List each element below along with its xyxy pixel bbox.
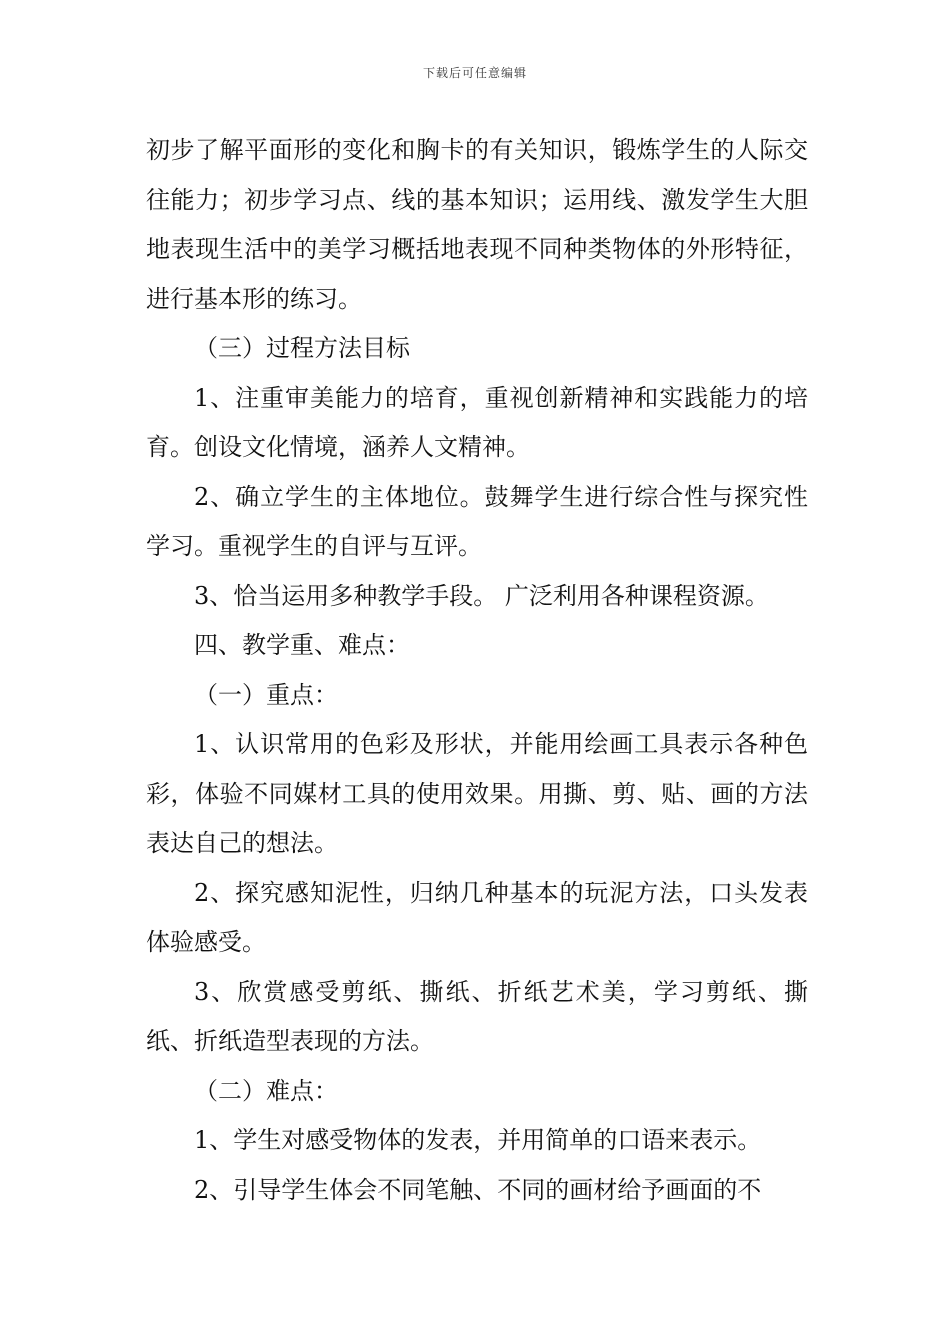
paragraph-goal-continuation: 初步了解平面形的变化和胸卡的有关知识，锻炼学生的人际交往能力；初步学习点、线的基本知识；运用线、激发学生大胆地表现生活中的美学习概括地表现不同种类物体的外形特征，进行基本形的练习。 bbox=[146, 136, 808, 313]
list-item-key-1: 1、认识常用的色彩及形状，并能用绘画工具表示各种色彩，体验不同媒材工具的使用效果。用撕、剪、贴、画的方法表达自己的想法。 bbox=[146, 730, 808, 857]
list-item-difficult-1: 1、学生对感受物体的发表，并用简单的口语来表示。 bbox=[194, 1126, 762, 1154]
list-item-process-3: 3、恰当运用多种教学手段。 广泛利用各种课程资源。 bbox=[194, 581, 769, 610]
list-item-difficult-2: 2、引导学生体会不同笔触、不同的画材给予画面的不 bbox=[194, 1175, 762, 1204]
heading-process-method-goals: （三）过程方法目标 bbox=[194, 334, 410, 362]
list-item-process-1: 1、注重审美能力的培育，重视创新精神和实践能力的培育。创设文化情境，涵养人文精神。 bbox=[146, 383, 808, 461]
page-header: 下载后可任意编辑 bbox=[422, 66, 527, 80]
heading-difficult-points: （二）难点： bbox=[194, 1076, 338, 1105]
list-item-process-2: 2、确立学生的主体地位。鼓舞学生进行综合性与探究性学习。重视学生的自评与互评。 bbox=[146, 482, 808, 560]
heading-key-difficult-points: 四、教学重、难点： bbox=[194, 631, 410, 659]
list-item-key-3: 3、欣赏感受剪纸、撕纸、折纸艺术美，学习剪纸、撕纸、折纸造型表现的方法。 bbox=[146, 977, 808, 1055]
heading-key-points: （一）重点： bbox=[194, 680, 338, 709]
list-item-key-2: 2、探究感知泥性，归纳几种基本的玩泥方法，口头发表体验感受。 bbox=[146, 878, 808, 956]
document-body bbox=[146, 126, 808, 1215]
